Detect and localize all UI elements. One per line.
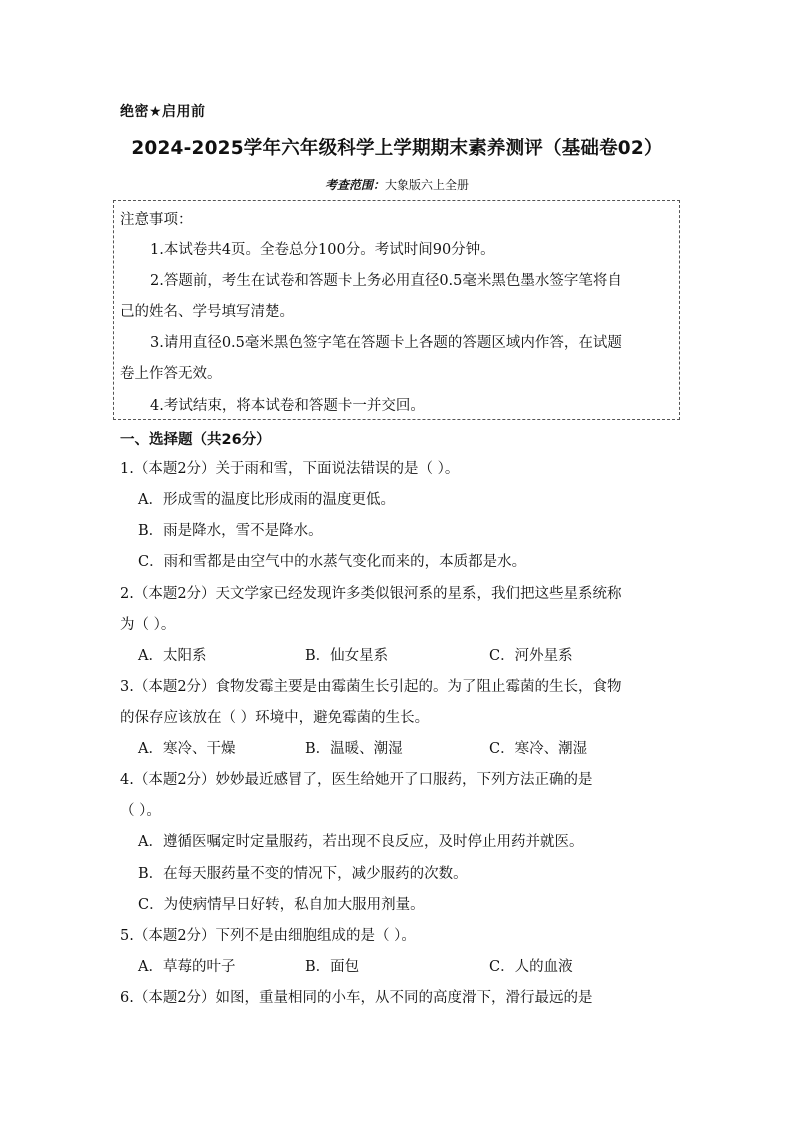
question-6-stem: 6.（本题2分）如图，重量相同的小车，从不同的高度滑下，滑行最远的是 (120, 990, 593, 1006)
scope-value: 大象版六上全册 (385, 178, 470, 192)
question-3-option-b: B．温暖、潮湿 (305, 741, 403, 757)
question-2-stem-cont: 为（ ）。 (120, 617, 176, 633)
question-2-option-b: B．仙女星系 (305, 648, 389, 664)
scope-label: 考查范围： (324, 178, 385, 192)
question-4-option-b: B．在每天服药量不变的情况下，减少服药的次数。 (138, 866, 468, 882)
notice-item-4: 4.考试结束，将本试卷和答题卡一并交回。 (150, 398, 425, 414)
notice-title: 注意事项： (120, 212, 193, 228)
question-4-stem-cont: （ ）。 (120, 803, 161, 819)
exam-title: 2024-2025学年六年级科学上学期期末素养测评（基础卷02） (131, 138, 663, 159)
question-5-option-a: A．草莓的叶子 (138, 959, 236, 975)
question-1-option-a: A．形成雪的温度比形成雨的温度更低。 (138, 492, 395, 508)
question-3-stem: 3.（本题2分）食物发霉主要是由霉菌生长引起的。为了阻止霉菌的生长，食物 (120, 679, 622, 695)
section-title: 一、选择题（共26分） (120, 432, 271, 448)
question-2-option-c: C．河外星系 (489, 648, 573, 664)
notice-item-3-cont: 卷上作答无效。 (120, 366, 222, 382)
notice-item-2-cont: 己的姓名、学号填写清楚。 (120, 304, 294, 320)
question-4-option-a: A．遵循医嘱定时定量服药，若出现不良反应，及时停止用药并就医。 (138, 834, 584, 850)
confidential-label: 绝密★启用前 (120, 104, 206, 120)
question-1-option-c: C．雨和雪都是由空气中的水蒸气变化而来的，本质都是水。 (138, 554, 527, 570)
question-4-option-c: C．为使病情早日好转，私自加大服用剂量。 (138, 897, 425, 913)
question-4-stem: 4.（本题2分）妙妙最近感冒了，医生给她开了口服药，下列方法正确的是 (120, 772, 593, 788)
exam-scope (0, 176, 794, 193)
question-1-stem: 1.（本题2分）关于雨和雪，下面说法错误的是（ ）。 (120, 461, 460, 477)
question-1-option-b: B．雨是降水，雪不是降水。 (138, 523, 323, 539)
question-5-option-c: C．人的血液 (489, 959, 573, 975)
question-2-stem: 2.（本题2分）天文学家已经发现许多类似银河系的星系，我们把这些星系统称 (120, 586, 622, 602)
question-3-option-c: C．寒冷、潮湿 (489, 741, 588, 757)
question-3-stem-cont: 的保存应该放在（ ）环境中，避免霉菌的生长。 (120, 710, 430, 726)
question-2-option-a: A．太阳系 (138, 648, 207, 664)
notice-item-1: 1.本试卷共4页。全卷总分100分。考试时间90分钟。 (150, 242, 495, 258)
notice-item-2: 2.答题前，考生在试卷和答题卡上务必用直径0.5毫米黑色墨水签字笔将自 (150, 273, 622, 289)
question-5-stem: 5.（本题2分）下列不是由细胞组成的是（ ）。 (120, 928, 416, 944)
question-3-option-a: A．寒冷、干燥 (138, 741, 236, 757)
notice-item-3: 3.请用直径0.5毫米黑色签字笔在答题卡上各题的答题区域内作答，在试题 (150, 335, 622, 351)
question-5-option-b: B．面包 (305, 959, 360, 975)
